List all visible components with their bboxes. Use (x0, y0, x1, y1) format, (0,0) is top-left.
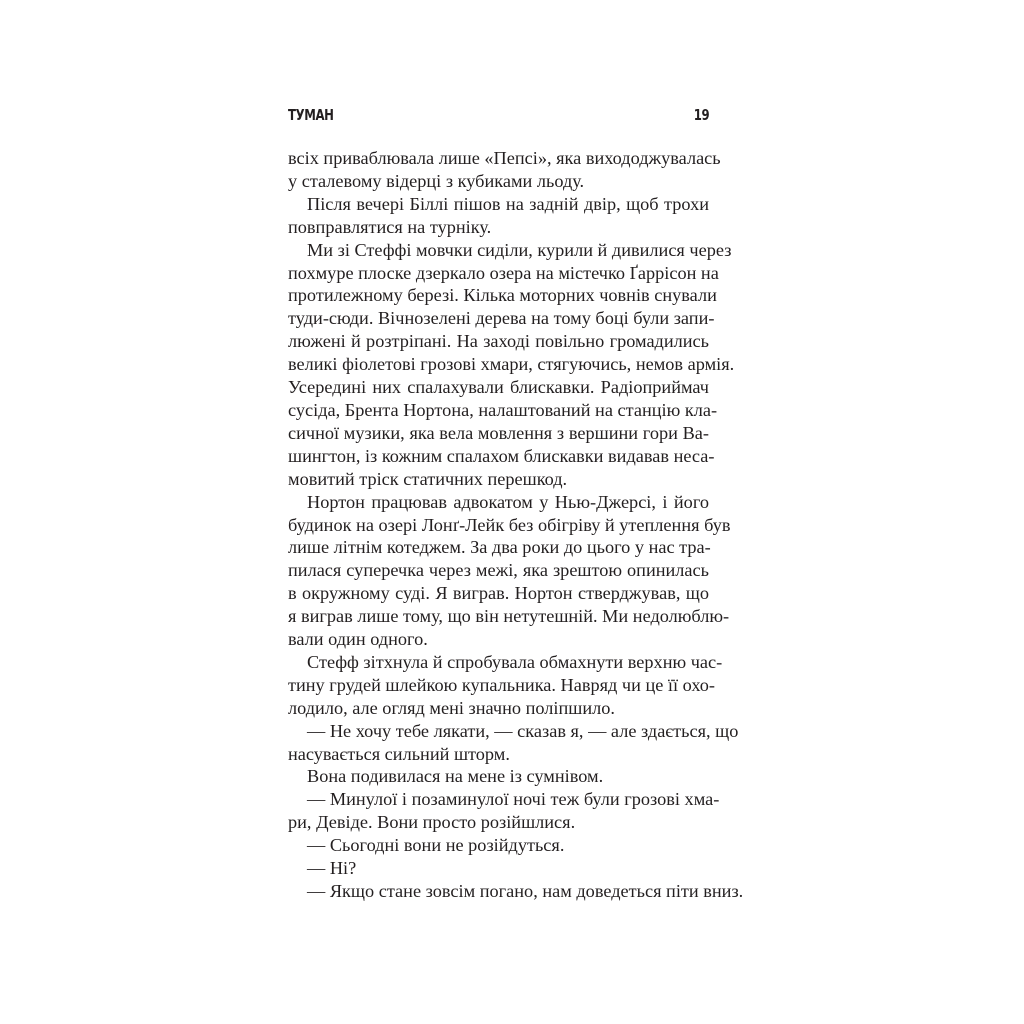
text-line: протилежному березі. Кілька моторних човнів снували (288, 285, 717, 306)
text-line: великі фіолетові грозові хмари, стягуючись, немов армія. (288, 354, 735, 375)
paragraph (288, 239, 735, 491)
text-line: сичної музики, яка вела мовлення з вершини гори Ва- (288, 422, 709, 443)
text-line: насувається сильний шторм. (288, 743, 510, 764)
text-line: ри, Девіде. Вони просто розійшлися. (288, 812, 576, 833)
paragraph (288, 880, 744, 903)
text-line: люжені й розтріпані. На заході повільно громадились (288, 331, 709, 352)
text-line: Ми зі Стеффі мовчки сиділи, курили й дивилися через (307, 239, 732, 260)
running-head (288, 100, 709, 130)
text-line: лише літнім котеджем. За два роки до цього у нас тра- (288, 537, 711, 558)
paragraph (288, 788, 720, 834)
text-line: туди-сюди. Вічнозелені дерева на тому боці були запи- (288, 308, 715, 329)
text-line: вали один одного. (288, 629, 428, 650)
text-line: пилася суперечка через межі, яка зрештою опинилась (288, 560, 709, 581)
text-line: шингтон, із кожним спалахом блискавки видавав неса- (288, 445, 715, 466)
text-line: всіх приваблювала лише «Пепсі», яка вихододжувалась (288, 148, 721, 168)
text-line: Після вечері Біллі пішов на задній двір, щоб трохи (307, 193, 709, 214)
text-line: я виграв лише тому, що він нетутешній. Ми недолюблю- (288, 606, 730, 627)
text-line: — Минулої і позаминулої ночі теж були грозові хма- (307, 789, 720, 810)
text-line: — Сьогодні вони не розійдуться. (307, 835, 565, 856)
text-line: сусіда, Брента Нортона, налаштований на станцію кла- (288, 399, 718, 420)
paragraph (288, 857, 709, 880)
paragraph (288, 491, 731, 651)
paragraph (288, 147, 721, 193)
text-line: у сталевому відерці з кубиками льоду. (288, 170, 585, 191)
body-text (288, 147, 744, 903)
text-line: повправлятися на турніку. (288, 216, 492, 237)
text-line: в окружному суді. Я виграв. Нортон стверджував, що (288, 583, 709, 604)
text-line: Вона подивилася на мене із сумнівом. (307, 766, 604, 787)
chapter-title: ТУМАН (288, 106, 334, 124)
paragraph (288, 651, 723, 720)
text-line: Стефф зітхнула й спробувала обмахнути верхню час- (307, 651, 723, 672)
text-line: — Якщо стане зовсім погано, нам доведеться піти вниз. (307, 881, 744, 901)
text-line: Усередині них спалахували блискавки. Радіоприймач (288, 377, 709, 398)
text-line: — Не хочу тебе лякати, — сказав я, — але здається, що (307, 720, 739, 741)
text-line: — Ні? (307, 858, 357, 879)
text-line: мовитий тріск статичних перешкод. (288, 468, 568, 489)
text-line: лодило, але огляд мені значно поліпшило. (288, 697, 615, 718)
text-line: Нортон працював адвокатом у Нью-Джерсі, і його (307, 491, 709, 512)
paragraph (288, 193, 709, 239)
text-line: будинок на озері Лонґ-Лейк без обігріву й утеплення був (288, 514, 731, 535)
paragraph (288, 834, 709, 857)
book-page (288, 100, 744, 903)
text-line: похмуре плоске дзеркало озера на містечко Ґаррісон на (288, 262, 719, 283)
paragraph (288, 720, 739, 766)
paragraph (288, 765, 709, 788)
text-line: тину грудей шлейкою купальника. Навряд чи це її охо- (288, 674, 716, 695)
page-number: 19 (693, 106, 710, 124)
